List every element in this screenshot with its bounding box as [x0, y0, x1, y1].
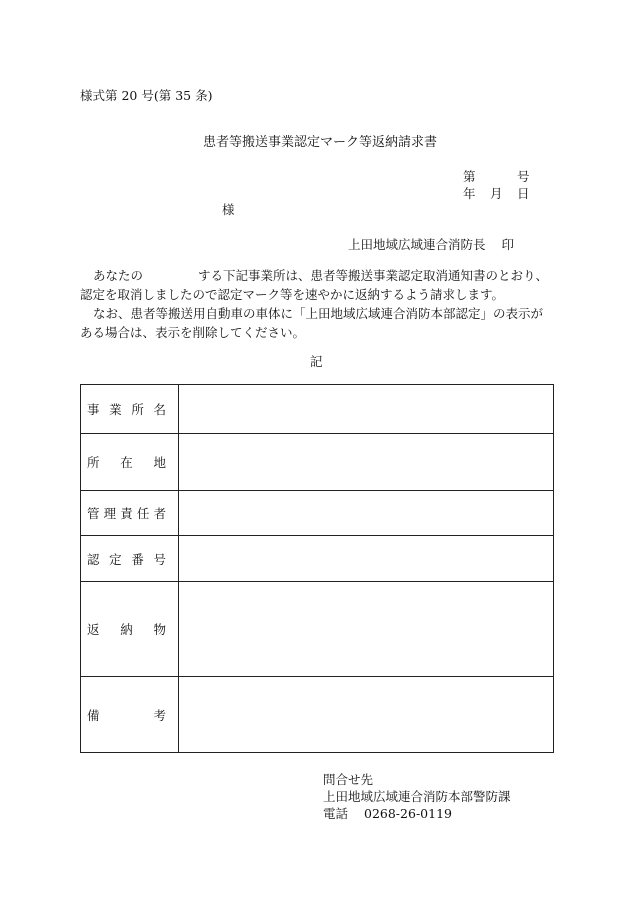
label-char: 備 [87, 707, 100, 723]
body-paragraph-1 [80, 266, 554, 285]
label-certification-number [81, 536, 179, 582]
label-location [81, 434, 179, 491]
value-location[interactable] [179, 434, 554, 491]
body-paragraph-1-line-2: 認定を取消しましたので認定マーク等を速やかに返納するよう請求します。 [80, 287, 505, 302]
value-remarks[interactable] [179, 677, 554, 753]
label-text [87, 550, 166, 568]
label-char: 業 [109, 402, 122, 417]
addressee-honorific: 様 [222, 202, 235, 217]
label-char: 番 [131, 551, 144, 567]
ki-heading: 記 [310, 354, 323, 369]
label-text [87, 706, 166, 724]
label-text [87, 620, 166, 638]
value-manager[interactable] [179, 491, 554, 536]
table-row [81, 536, 554, 582]
label-char: 返 [87, 622, 100, 637]
table-row [81, 491, 554, 536]
contact-block [323, 771, 511, 822]
label-remarks [81, 677, 179, 753]
contact-phone [323, 805, 511, 822]
label-char: 者 [153, 506, 166, 521]
label-char: 所 [87, 455, 100, 470]
value-business-name[interactable] [179, 385, 554, 434]
label-text [87, 400, 166, 418]
doc-no-suffix: 号 [517, 169, 530, 184]
label-char: 管 [87, 506, 100, 521]
document-title: 患者等搬送事業認定マーク等返納請求書 [203, 135, 438, 150]
label-returned-items [81, 582, 179, 677]
phone-number: 0268-26-0119 [364, 806, 452, 821]
date-month: 月 [490, 186, 503, 201]
doc-no-prefix: 第 [463, 169, 476, 184]
label-char: 任 [136, 506, 150, 521]
table-row [81, 582, 554, 677]
label-char: 地 [153, 455, 166, 470]
label-char: 物 [153, 622, 166, 637]
label-char: 定 [109, 551, 122, 567]
body-text [80, 266, 554, 342]
business-info-table [80, 384, 554, 753]
label-char: 責 [120, 506, 133, 521]
label-business-name [81, 385, 179, 434]
label-char: 考 [153, 707, 166, 723]
label-char: 名 [153, 402, 166, 417]
date-year: 年 [463, 186, 476, 201]
label-text [87, 504, 166, 522]
date-day: 日 [517, 186, 530, 201]
seal-mark: 印 [501, 237, 515, 252]
phone-label: 電話 [323, 806, 349, 821]
body-paragraph-2: なお、患者等搬送用自動車の車体に「上田地域広域連合消防本部認定」の表示がある場合は、表示を削除してください。 [80, 306, 544, 340]
value-certification-number[interactable] [179, 536, 554, 582]
label-text [87, 453, 166, 471]
issuer-name: 上田地域広域連合消防長 [348, 237, 486, 252]
p1-start: あなたの [93, 268, 144, 283]
table-row [81, 385, 554, 434]
label-char: 事 [87, 402, 100, 417]
contact-heading: 問合せ先 [323, 772, 374, 787]
form-number: 様式第 20 号(第 35 条) [80, 88, 213, 103]
p1-end: する下記事業所は、患者等搬送事業認定取消通知書のとおり、 [198, 268, 549, 283]
label-char: 認 [87, 551, 100, 567]
label-char: 理 [103, 506, 117, 521]
label-char: 所 [131, 402, 144, 417]
contact-department: 上田地域広域連合消防本部警防課 [323, 789, 511, 804]
label-char: 在 [120, 455, 133, 470]
table-row [81, 677, 554, 753]
label-char: 号 [153, 551, 166, 567]
label-char: 納 [120, 622, 133, 637]
value-returned-items[interactable] [179, 582, 554, 677]
label-manager [81, 491, 179, 536]
issuer [348, 235, 514, 253]
table-row [81, 434, 554, 491]
